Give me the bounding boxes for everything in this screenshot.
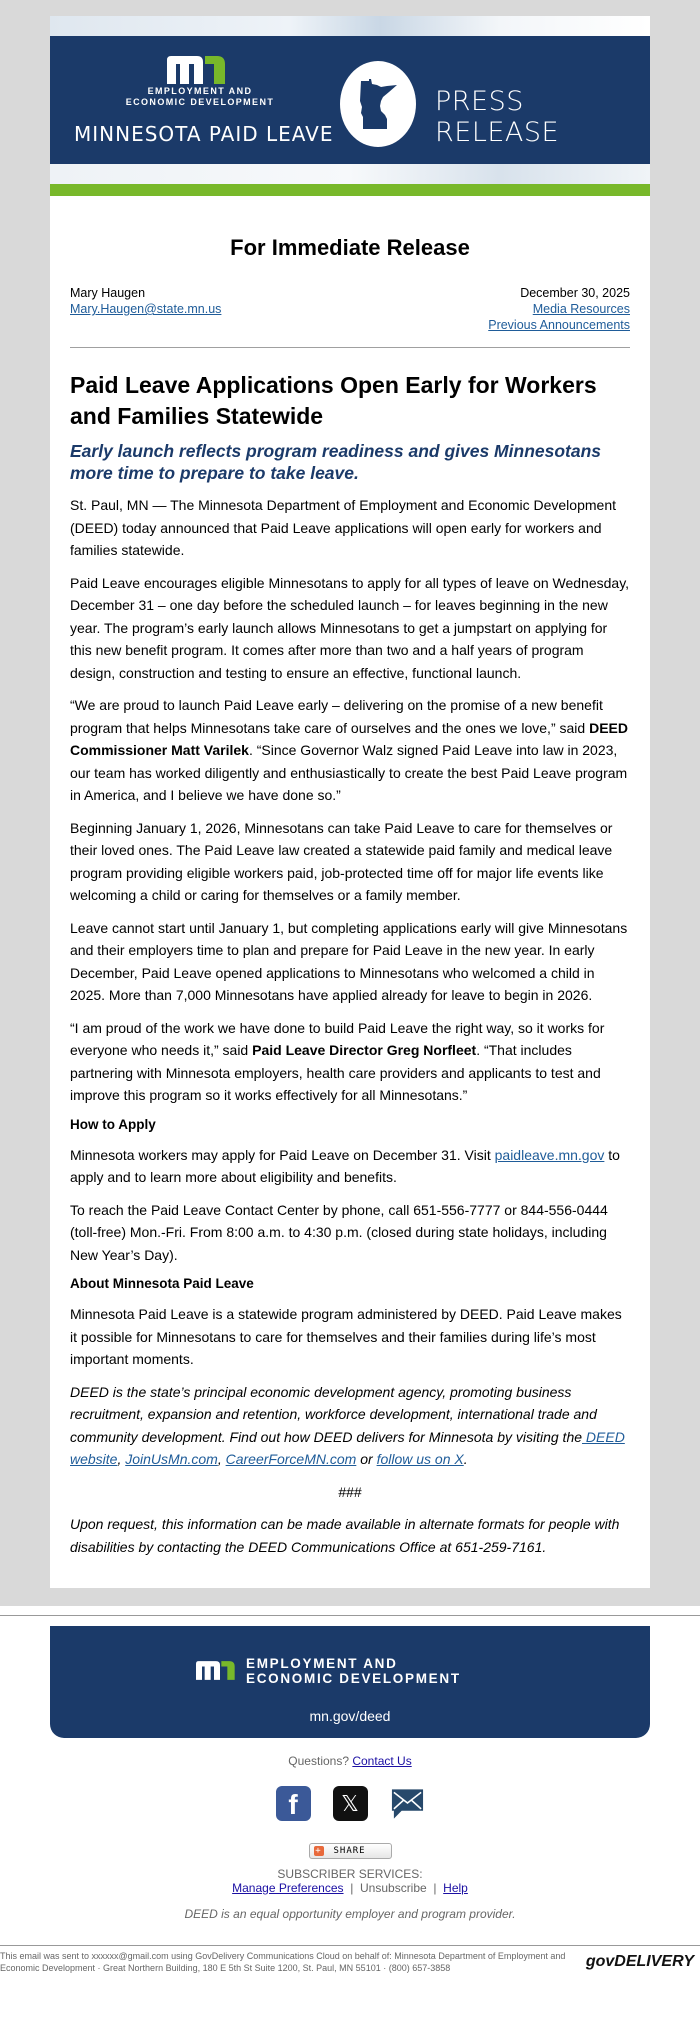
manage-preferences-link[interactable]: Manage Preferences xyxy=(232,1881,344,1895)
director-name: Paid Leave Director Greg Norfleet xyxy=(252,1042,477,1058)
minnesota-state-emblem xyxy=(340,61,416,147)
previous-announcements-link[interactable]: Previous Announcements xyxy=(488,318,630,332)
equal-opportunity-note: DEED is an equal opportunity employer and program provider. xyxy=(184,1907,516,1921)
careerforcemn-link[interactable]: CareerForceMN.com xyxy=(225,1451,357,1467)
paragraph-intro: St. Paul, MN — The Minnesota Department of Employment and Economic Development (DEED) today announced that Paid Leave applications will open early for workers and families statewide. xyxy=(70,497,616,558)
header-banner xyxy=(50,16,650,197)
mn-logo-icon xyxy=(167,56,227,84)
paragraph-program-start: Beginning January 1, 2026, Minnesotans can take Paid Leave to care for themselves or their loved ones. The Paid Leave law created a statewide paid family and medical leave program providing eligible workers paid, job-protected time off for major life events like welcoming a child or caring for themselves or a family member. xyxy=(70,819,613,903)
minnesota-map-icon xyxy=(359,79,399,131)
contact-email-link[interactable]: Mary.Haugen@state.mn.us xyxy=(70,302,222,316)
contact-name: Mary Haugen xyxy=(70,286,146,300)
article-subhead: Early launch reflects program readiness and gives Minnesotans more time to prepare to take leave. xyxy=(70,441,602,483)
agency-name: EMPLOYMENT AND ECONOMIC DEVELOPMENT xyxy=(125,86,275,107)
banner-texture-bottom xyxy=(50,164,650,184)
paragraph-about: Minnesota Paid Leave is a statewide program administered by DEED. Paid Leave makes it possible for Minnesotans to care for themselves and their families during life’s most important moments. xyxy=(70,1306,622,1367)
deed-website-link[interactable]: DEED website xyxy=(70,1428,625,1467)
release-meta xyxy=(488,285,630,333)
paragraph-early-launch: Paid Leave encourages eligible Minnesotans to apply for all types of leave on Wednesday, December 31 – one day before the scheduled launch – for leaves beginning in the new year. The program’s early launch allows Minnesotans to get a jumpstart on applying for this new benefit program. It comes after more than two and a half years of program design, construction and testing to ensure an effective, functional launch. xyxy=(70,574,630,681)
social-icons xyxy=(0,1786,700,1821)
footer-divider xyxy=(0,1615,700,1616)
program-title: MINNESOTA PAID LEAVE xyxy=(74,122,334,146)
paragraph-applications: Leave cannot start until January 1, but completing applications early will give Minnesotans and their employers time to plan and prepare for Paid Leave in the new year. In early December, Paid Leave opened applications to Minnesotans who welcomed a child in 2025. More than 7,000 Minnesotans have applied already for leave to begin in 2026. xyxy=(70,919,628,1003)
paragraph-commissioner-quote: “We are proud to launch Paid Leave early – delivering on the promise of a new benefit program that helps Minnesotans take care of ourselves and the ones we love,” said DEED Commissioner Matt Varilek. “Since Governor Walz signed Paid Leave into law in 2023, our team has worked diligently and enthusiastically to create the best Paid Leave program in America, and I believe we have done so.” xyxy=(70,697,628,803)
paidleave-link[interactable]: paidleave.mn.gov xyxy=(494,1146,605,1163)
press-release-label: PRESS RELEASE xyxy=(435,86,560,148)
end-mark: ### xyxy=(338,1483,362,1500)
email-icon[interactable] xyxy=(390,1786,425,1821)
govdelivery-disclaimer: This email was sent to xxxxxx@gmail.com using GovDelivery Communications Cloud on behalf of: Minnesota Department of Employment and Economic Development · Great Northern Building, 180 E 5th St Suite 1200, St. Paul, MN 55101 · (800) 657-3858 xyxy=(0,1951,566,1973)
about-heading: About Minnesota Paid Leave xyxy=(70,1276,254,1291)
release-title: For Immediate Release xyxy=(230,235,470,260)
commissioner-name: DEED Commissioner Matt Varilek xyxy=(70,719,628,758)
paragraph-contact-center: To reach the Paid Leave Contact Center by phone, call 651-556-7777 or 844-556-0444 (toll-free) Mon.-Fri. From 8:00 a.m. to 4:30 p.m. (closed during state holidays, including New Year’s Day). xyxy=(70,1201,608,1263)
banner-texture-top xyxy=(50,16,650,36)
divider xyxy=(70,347,630,348)
joinusmn-link[interactable]: JoinUsMn.com xyxy=(125,1451,218,1467)
govdelivery-footer xyxy=(0,1946,700,1974)
share-button[interactable]: + SHARE xyxy=(309,1843,392,1859)
footer-agency-name: EMPLOYMENT AND ECONOMIC DEVELOPMENT xyxy=(246,1656,461,1686)
accessibility-note: Upon request, this information can be made available in alternate formats for people with disabilities by contacting the DEED Communications Office at 651-259-7161. xyxy=(70,1516,620,1555)
paragraph-how-to-apply: Minnesota workers may apply for Paid Leave on December 31. Visit paidleave.mn.gov to apply and to learn more about eligibility and benefits. xyxy=(70,1146,620,1185)
release-body xyxy=(50,235,650,1588)
help-link[interactable]: Help xyxy=(443,1881,468,1895)
mn-logo-icon xyxy=(196,1656,236,1685)
paragraph-director-quote: “I am proud of the work we have done to build Paid Leave the right way, so it works for everyone who needs it,” said Paid Leave Director Greg Norfleet. “That includes partnering with Minnesota employers, health care providers and applicants to test and improve this program so it works effectively for all Minnesotans.” xyxy=(70,1019,605,1103)
media-contact xyxy=(70,285,221,333)
follow-on-x-link[interactable]: follow us on X xyxy=(376,1451,464,1467)
banner-green-stripe xyxy=(50,184,650,196)
article-headline: Paid Leave Applications Open Early for Workers and Families Statewide xyxy=(70,372,597,429)
paragraph-deed-boilerplate: DEED is the state’s principal economic development agency, promoting business recruitment, expansion and retention, workforce development, international trade and community development. Find out how DEED delivers for Minnesota by visiting the DEED website, JoinUsMn.com, CareerForceMN.com or follow us on X. xyxy=(70,1383,625,1467)
plus-icon: + xyxy=(315,1846,322,1856)
questions-line: Questions? Contact Us xyxy=(288,1754,412,1768)
press-release-card xyxy=(50,16,650,1588)
facebook-icon[interactable]: f xyxy=(276,1786,311,1821)
govdelivery-logo[interactable]: govDELIVERY xyxy=(585,1953,694,1970)
footer-banner xyxy=(50,1626,650,1738)
how-to-apply-heading: How to Apply xyxy=(70,1116,156,1132)
footer-url: mn.gov/deed xyxy=(309,1708,391,1724)
contact-us-link[interactable]: Contact Us xyxy=(352,1754,412,1768)
unsubscribe-link[interactable]: Unsubscribe xyxy=(360,1881,427,1895)
subscriber-services: SUBSCRIBER SERVICES: Manage Preferences | Unsubscribe | Help xyxy=(232,1867,468,1895)
contact-row xyxy=(70,285,630,333)
release-date: December 30, 2025 xyxy=(520,286,630,300)
x-icon[interactable]: 𝕏 xyxy=(333,1786,368,1821)
media-resources-link[interactable]: Media Resources xyxy=(532,302,630,316)
